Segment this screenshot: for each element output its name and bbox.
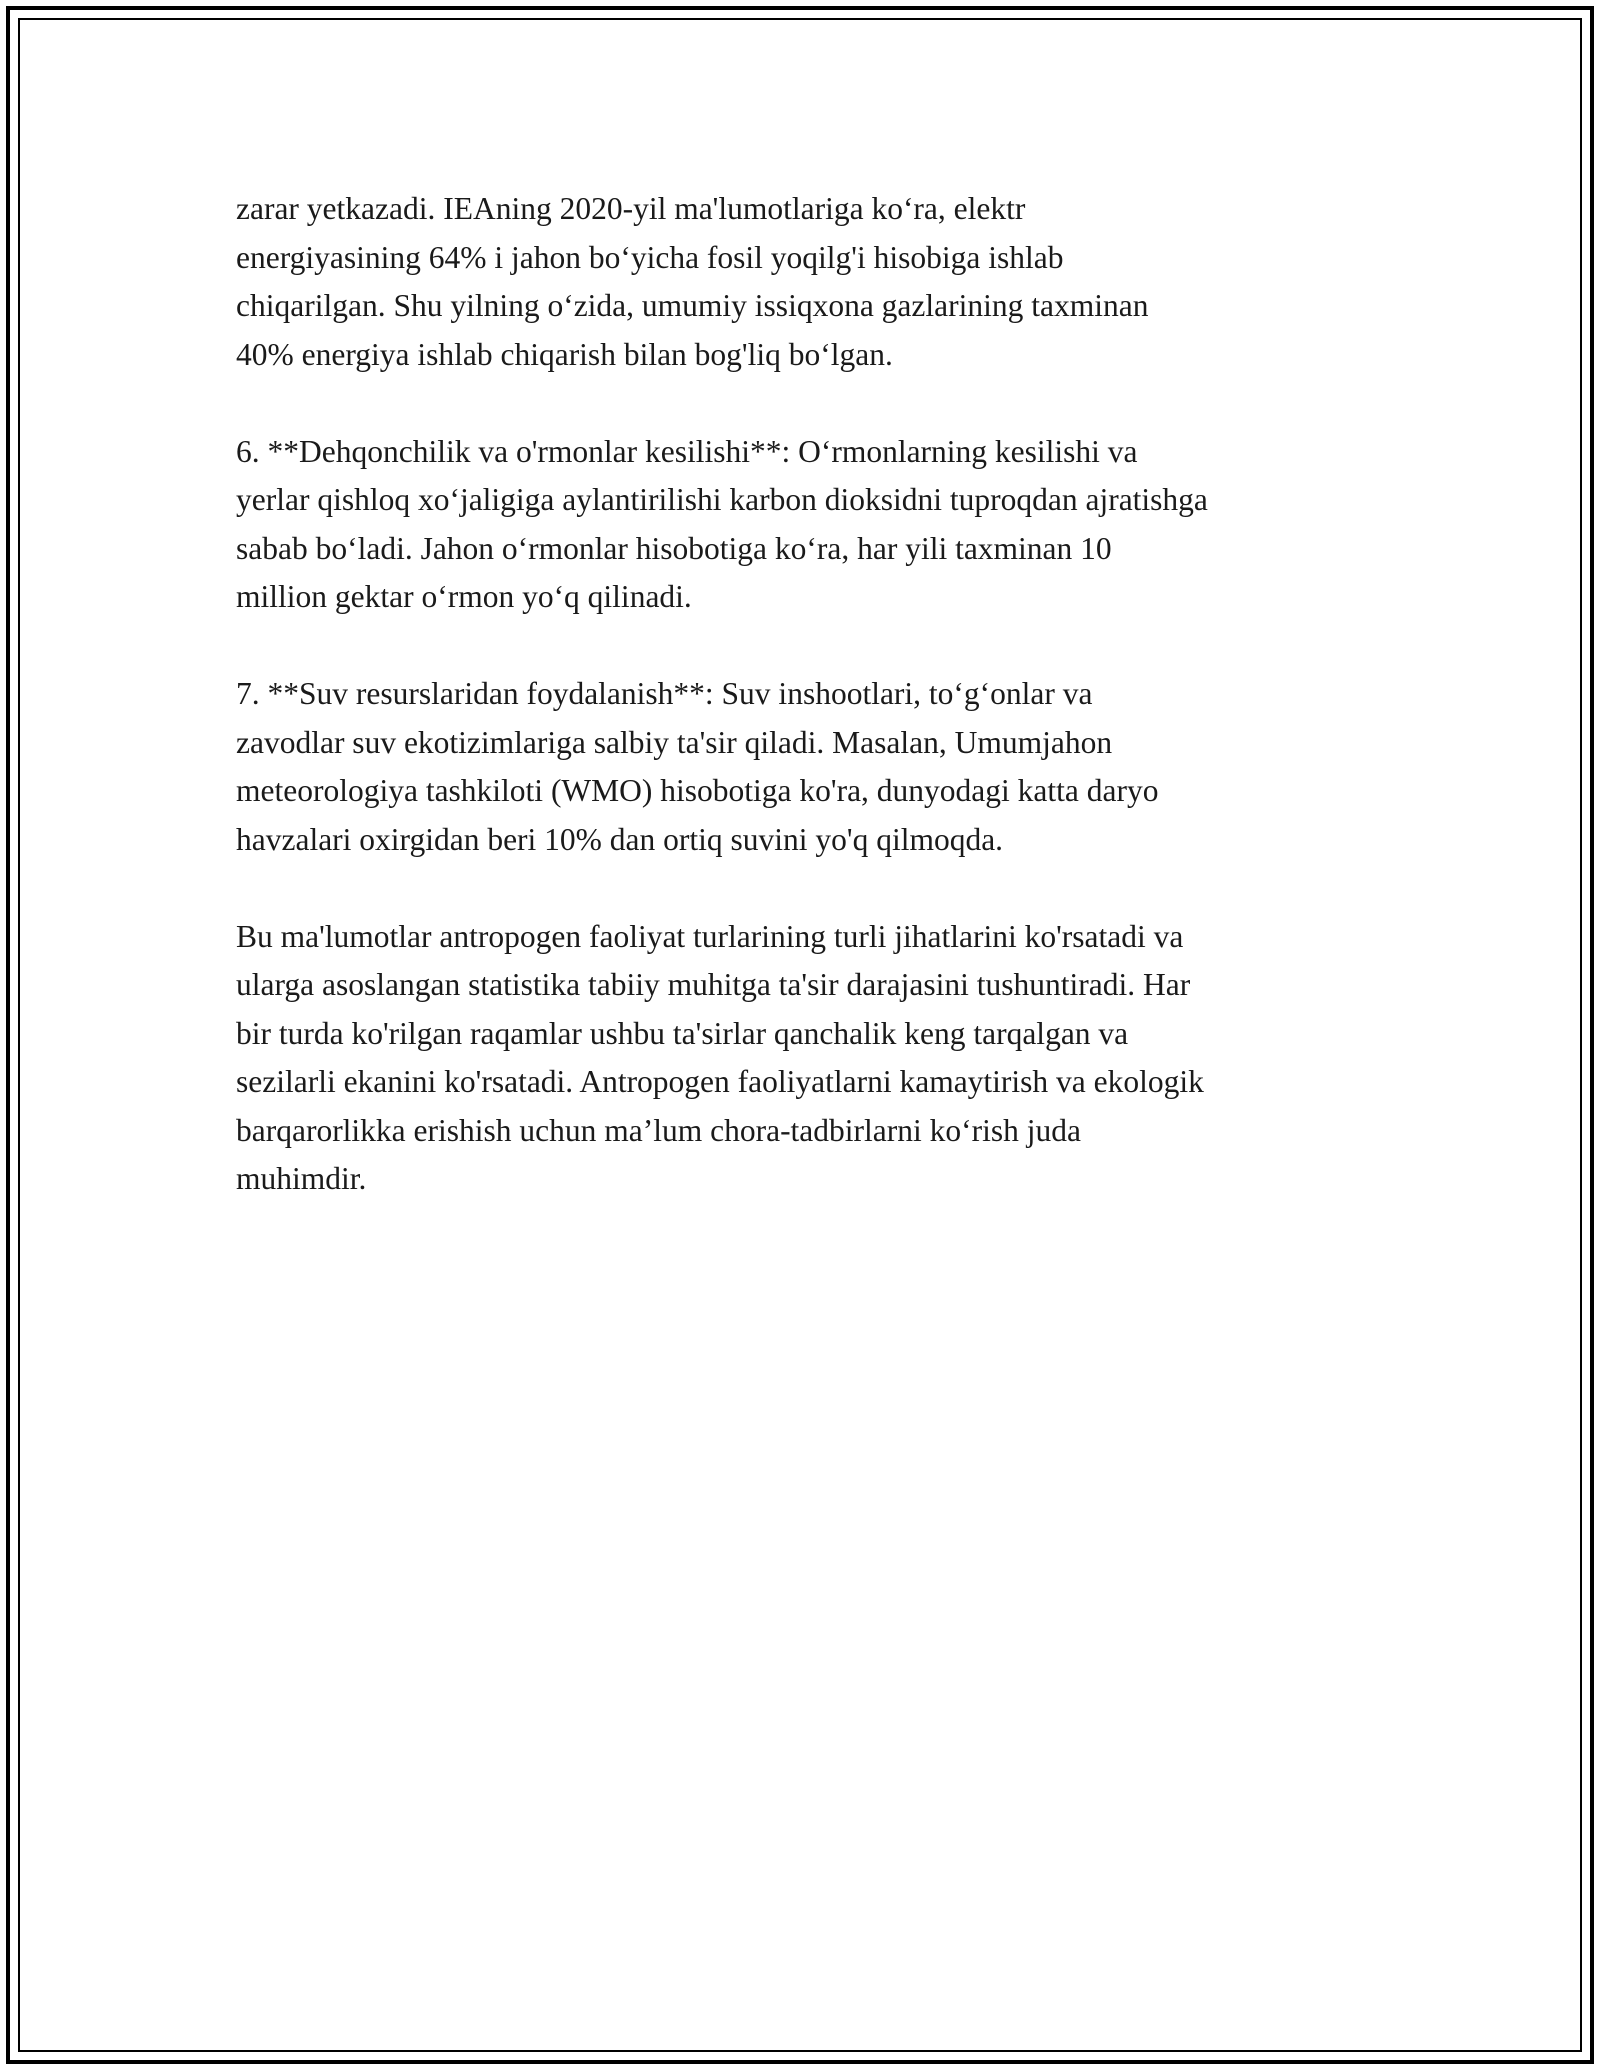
text-line: meteorologiya tashkiloti (WMO) hisobotiga ko'ra, dunyodagi katta daryo bbox=[236, 773, 1159, 808]
text-line: sezilarli ekanini ko'rsatadi. Antropogen faoliyatlarni kamaytirish va ekologik bbox=[236, 1064, 1204, 1099]
paragraph-water-resources bbox=[236, 670, 1386, 864]
text-line: ularga asoslangan statistika tabiiy muhitga ta'sir darajasini tushuntiradi. Har bbox=[236, 967, 1191, 1002]
text-line: zavodlar suv ekotizimlariga salbiy ta'sir qiladi. Masalan, Umumjahon bbox=[236, 724, 1113, 760]
text-line: 40% energiya ishlab chiqarish bilan bog'liq bo‘lgan. bbox=[236, 336, 893, 372]
text-line: Bu ma'lumotlar antropogen faoliyat turlarining turli jihatlarini ko'rsatadi va bbox=[236, 918, 1184, 954]
text-line: energiyasining 64% i jahon bo‘yicha fosil yoqilg'i hisobiga ishlab bbox=[236, 239, 1064, 275]
text-line: 7. **Suv resurslaridan foydalanish**: Suv inshootlari, to‘g‘onlar va bbox=[236, 676, 1093, 711]
document-body bbox=[236, 185, 1386, 1252]
text-line: barqarorlikka erishish uchun ma’lum chora-tadbirlarni ko‘rish juda bbox=[236, 1112, 1081, 1148]
text-line: havzalari oxirgidan beri 10% dan ortiq suvini yo'q qilmoqda. bbox=[236, 821, 1004, 857]
text-line: chiqarilgan. Shu yilning o‘zida, umumiy issiqxona gazlarining taxminan bbox=[236, 288, 1149, 323]
text-line: sabab bo‘ladi. Jahon o‘rmonlar hisobotiga ko‘ra, har yili taxminan 10 bbox=[236, 530, 1112, 566]
text-line: zarar yetkazadi. IEAning 2020-yil ma'lumotlariga ko‘ra, elektr bbox=[236, 191, 1026, 226]
paragraph-energy bbox=[236, 185, 1386, 379]
text-line: yerlar qishloq xo‘jaligiga aylantirilishi karbon dioksidni tuproqdan ajratishga bbox=[236, 482, 1208, 517]
text-line: million gektar o‘rmon yo‘q qilinadi. bbox=[236, 579, 692, 614]
text-line: 6. **Dehqonchilik va o'rmonlar kesilishi**: O‘rmonlarning kesilishi va bbox=[236, 433, 1138, 469]
paragraph-conclusion bbox=[236, 913, 1386, 1204]
text-line: muhimdir. bbox=[236, 1161, 367, 1196]
text-line: bir turda ko'rilgan raqamlar ushbu ta'sirlar qanchalik keng tarqalgan va bbox=[236, 1015, 1129, 1051]
paragraph-deforestation bbox=[236, 428, 1386, 622]
